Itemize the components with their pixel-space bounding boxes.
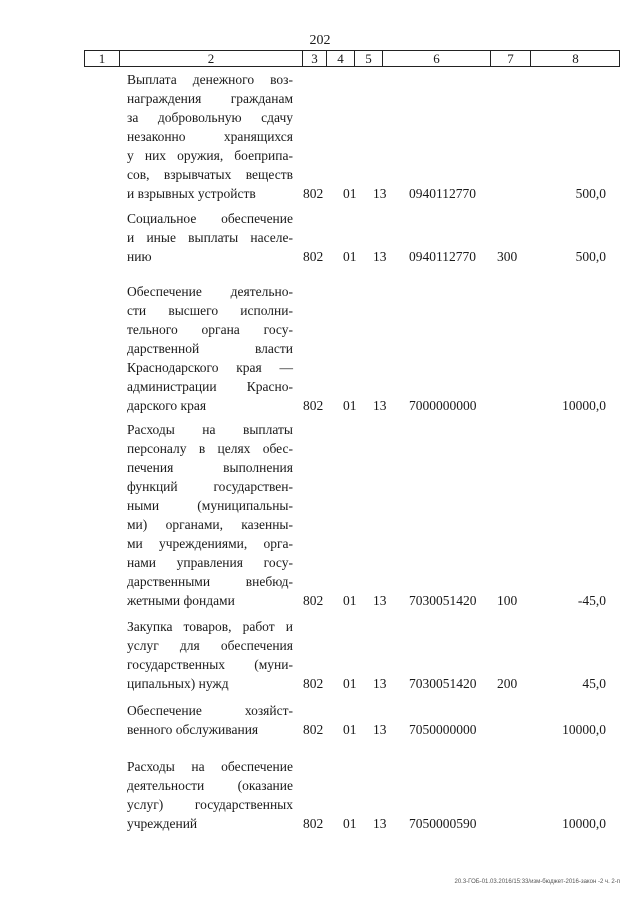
cell-c8: 500,0 xyxy=(575,186,606,201)
description-line: дарственной власти xyxy=(127,341,293,356)
table-header xyxy=(84,50,620,67)
cell-c3: 802 xyxy=(303,398,324,413)
description-line: за добровольную сдачу xyxy=(127,110,293,125)
col-header-5: 5 xyxy=(355,51,383,66)
cell-c4: 01 xyxy=(343,676,357,691)
row-description xyxy=(127,701,293,739)
description-line: и иные выплаты населе- xyxy=(127,230,293,245)
cell-c3: 802 xyxy=(303,186,324,201)
description-line: дарственными внебюд- xyxy=(127,574,293,589)
description-line: Расходы на обеспечение xyxy=(127,759,293,774)
cell-c4: 01 xyxy=(343,722,357,737)
description-line: учреждений xyxy=(127,816,198,831)
cell-c8: -45,0 xyxy=(577,593,606,608)
cell-c3: 802 xyxy=(303,722,324,737)
cell-c5: 13 xyxy=(373,816,387,831)
description-line: государственных (муни- xyxy=(127,657,293,672)
cell-c7: 300 xyxy=(497,249,518,264)
col-header-8: 8 xyxy=(572,51,579,66)
col-header-4: 4 xyxy=(327,51,355,66)
description-line: деятельности (оказание xyxy=(127,778,293,793)
description-line: Обеспечение деятельно- xyxy=(127,284,293,299)
cell-c3: 802 xyxy=(303,676,324,691)
description-line: ными (муниципальны- xyxy=(127,498,293,513)
description-line: услуг для обеспечения xyxy=(127,638,293,653)
cell-c6: 7050000000 xyxy=(409,722,477,737)
row-description xyxy=(127,209,293,266)
description-line: функций государствен- xyxy=(127,479,293,494)
description-line: дарского края xyxy=(127,398,207,413)
description-line: ципальных) нужд xyxy=(127,676,229,691)
description-line: у них оружия, боеприпа- xyxy=(127,148,293,163)
description-line: нами управления госу- xyxy=(127,555,293,570)
description-line: Закупка товаров, работ и xyxy=(127,619,293,634)
cell-c4: 01 xyxy=(343,593,357,608)
row-description xyxy=(127,420,293,610)
cell-c7: 200 xyxy=(497,676,518,691)
cell-c7: 100 xyxy=(497,593,518,608)
cell-c5: 13 xyxy=(373,722,387,737)
cell-c6: 7000000000 xyxy=(409,398,477,413)
cell-c5: 13 xyxy=(373,593,387,608)
description-line: ми учреждениями, орга- xyxy=(127,536,293,551)
cell-c4: 01 xyxy=(343,249,357,264)
cell-c5: 13 xyxy=(373,398,387,413)
row-description xyxy=(127,70,293,203)
cell-c5: 13 xyxy=(373,249,387,264)
cell-c8: 10000,0 xyxy=(562,816,606,831)
description-line: жетными фондами xyxy=(127,593,235,608)
row-description xyxy=(127,617,293,693)
description-line: сов, взрывчатых веществ xyxy=(127,167,293,182)
cell-c4: 01 xyxy=(343,398,357,413)
description-line: администрации Красно- xyxy=(127,379,293,394)
row-description xyxy=(127,757,293,833)
row-description xyxy=(127,282,293,415)
description-line: и взрывных устройств xyxy=(127,186,256,201)
col-header-3: 3 xyxy=(303,51,327,66)
col-header-1: 1 xyxy=(85,51,120,66)
col-header-6: 6 xyxy=(383,51,491,66)
footer-stamp: 20.3-ГОБ-01.03.2016/15:33/изм-бюджет-2016-закон -2 ч. 2-п xyxy=(454,879,620,885)
cell-c6: 0940112770 xyxy=(409,186,476,201)
description-line: Выплата денежного воз- xyxy=(127,72,293,87)
col-header-2: 2 xyxy=(120,51,303,66)
description-line: сти высшего исполни- xyxy=(127,303,293,318)
description-line: Социальное обеспечение xyxy=(127,211,293,226)
description-line: Обеспечение хозяйст- xyxy=(127,703,293,718)
cell-c8: 10000,0 xyxy=(562,398,606,413)
description-line: услуг) государственных xyxy=(127,797,293,812)
cell-c3: 802 xyxy=(303,249,324,264)
cell-c6: 0940112770 xyxy=(409,249,476,264)
cell-c8: 45,0 xyxy=(582,676,606,691)
description-line: нию xyxy=(127,249,152,264)
cell-c6: 7050000590 xyxy=(409,816,477,831)
cell-c8: 500,0 xyxy=(575,249,606,264)
description-line: печения выполнения xyxy=(127,460,293,475)
description-line: персоналу в целях обес- xyxy=(127,441,293,456)
description-line: незаконно хранящихся xyxy=(127,129,293,144)
cell-c4: 01 xyxy=(343,186,357,201)
page-number: 202 xyxy=(309,33,331,48)
description-line: Расходы на выплаты xyxy=(127,422,293,437)
cell-c6: 7030051420 xyxy=(409,676,477,691)
description-line: награждения гражданам xyxy=(127,91,293,106)
cell-c5: 13 xyxy=(373,676,387,691)
cell-c3: 802 xyxy=(303,593,324,608)
col-header-7: 7 xyxy=(491,51,531,66)
description-line: тельного органа госу- xyxy=(127,322,293,337)
description-line: Краснодарского края — xyxy=(127,360,293,375)
description-line: венного обслуживания xyxy=(127,722,259,737)
description-line: ми) органами, казенны- xyxy=(127,517,293,532)
cell-c8: 10000,0 xyxy=(562,722,606,737)
cell-c6: 7030051420 xyxy=(409,593,477,608)
cell-c4: 01 xyxy=(343,816,357,831)
cell-c3: 802 xyxy=(303,816,324,831)
cell-c5: 13 xyxy=(373,186,387,201)
